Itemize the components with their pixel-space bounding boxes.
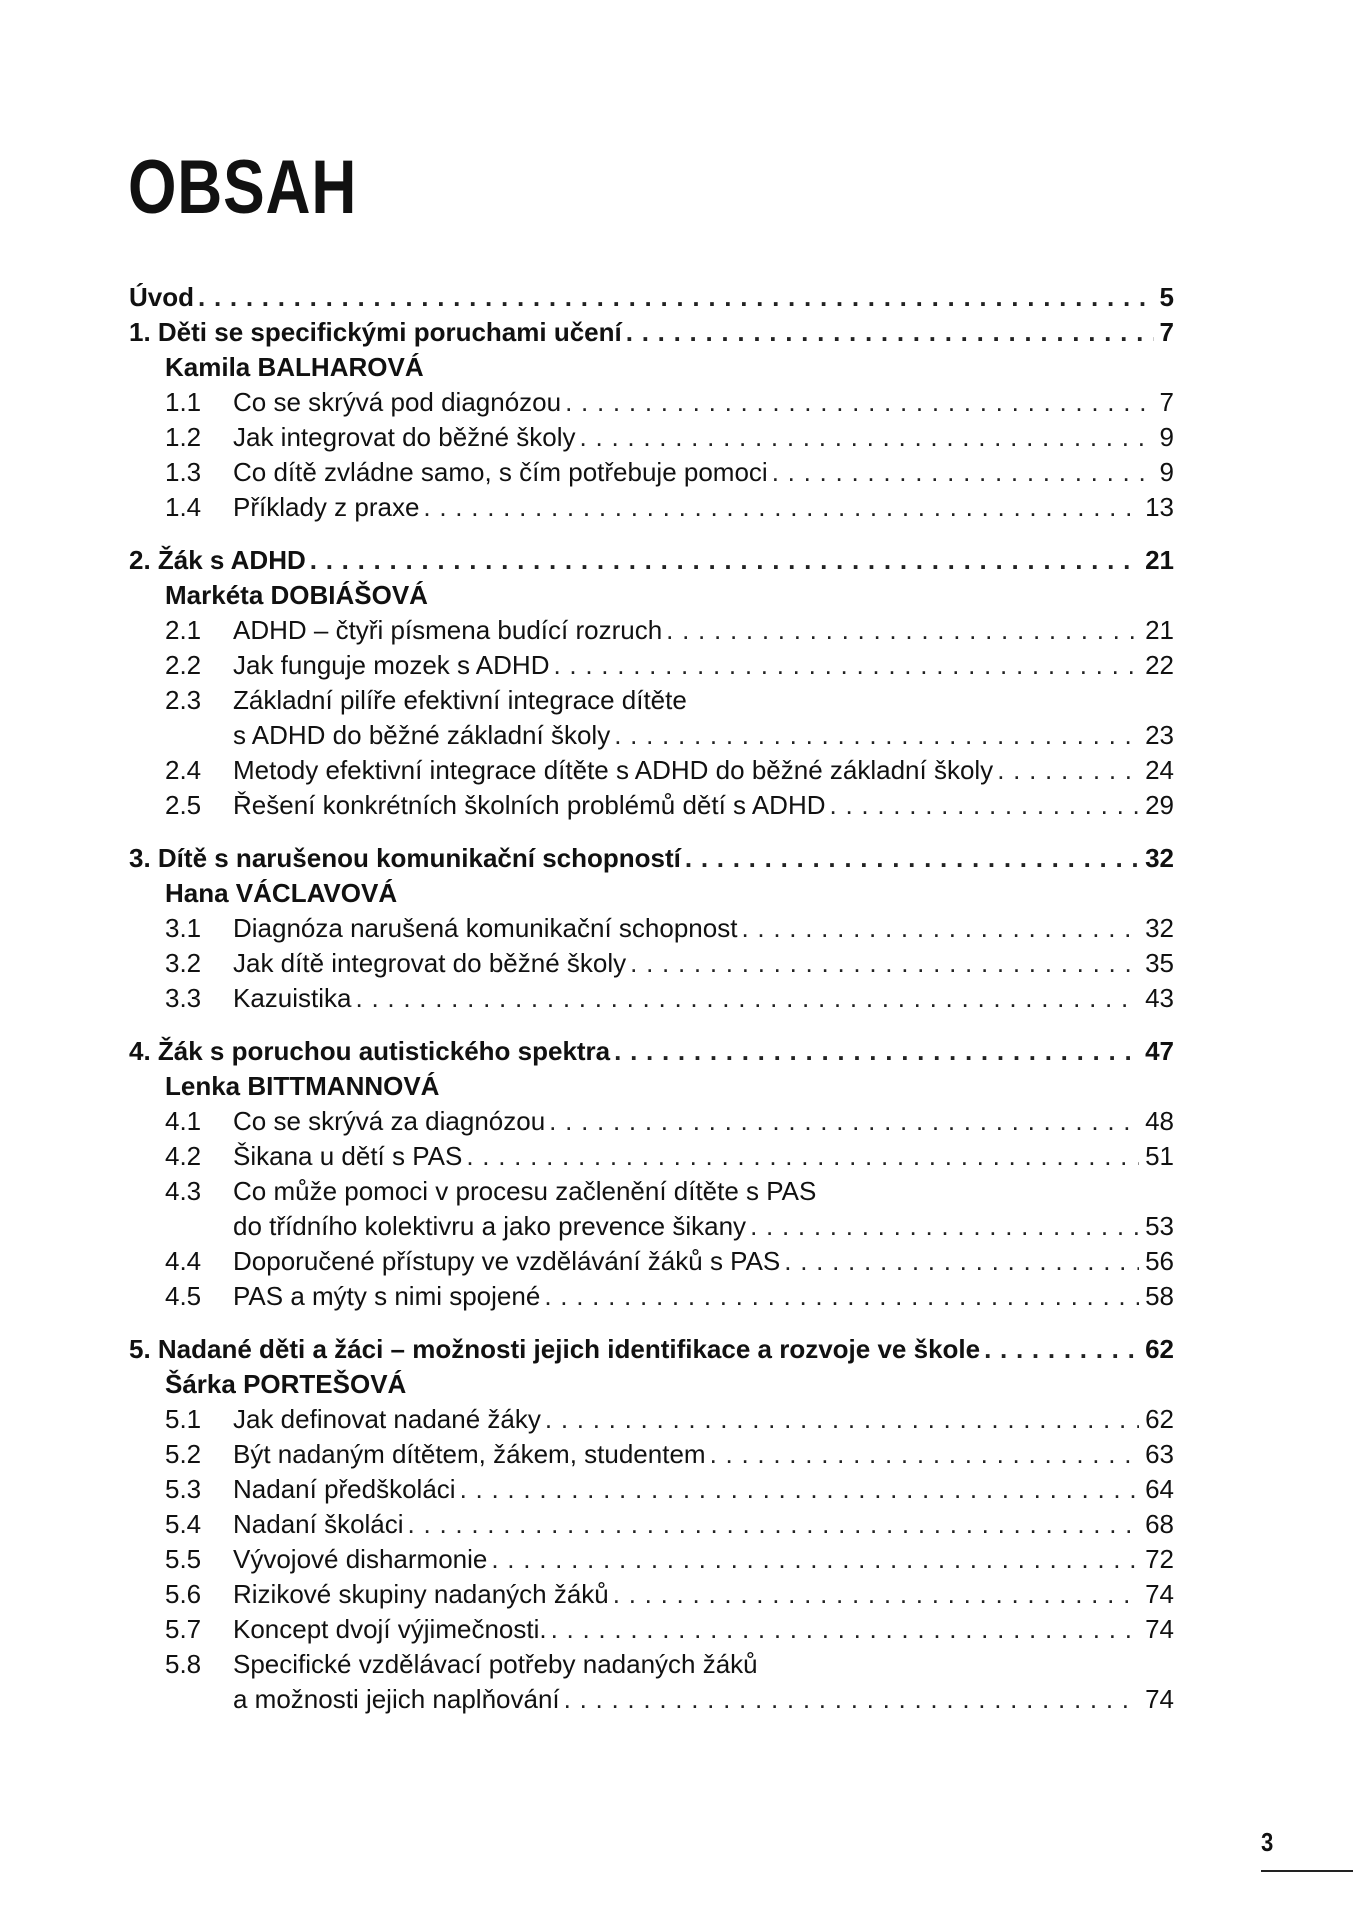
chapter-title: 1. Děti se specifickými poruchami učení — [129, 317, 622, 347]
subsection-number: 4.3 — [165, 1176, 202, 1206]
subsection-title: Řešení konkrétních školních problémů dětí s ADHD — [233, 790, 826, 820]
dot-leader — [784, 1244, 1139, 1279]
subsection-title: Jak definovat nadané žáky — [233, 1404, 541, 1434]
subsection-title: Rizikové skupiny nadaných žáků — [233, 1579, 609, 1609]
subsection-title: Nadaní školáci — [233, 1509, 404, 1539]
chapter-page-number: 5 — [1159, 282, 1174, 312]
subsection-page-number: 74 — [1145, 1684, 1174, 1714]
subsection-number: 1.2 — [165, 422, 202, 452]
toc-subsection-entry[interactable] — [129, 1542, 1174, 1577]
dot-leader — [685, 841, 1139, 876]
toc-subsection-entry[interactable] — [129, 648, 1174, 683]
toc-subsection-entry[interactable] — [129, 1139, 1174, 1174]
subsection-title: Nadaní předškoláci — [233, 1474, 456, 1504]
toc-subsection-entry[interactable] — [129, 1682, 1174, 1717]
toc-subsection-entry[interactable] — [129, 1647, 1174, 1682]
toc-section — [129, 841, 1174, 1016]
subsection-title: s ADHD do běžné základní školy — [233, 720, 611, 750]
chapter-title: 5. Nadané děti a žáci – možnosti jejich identifikace a rozvoje ve škole — [129, 1334, 981, 1364]
subsection-number: 5.8 — [165, 1649, 202, 1679]
subsection-title: Jak funguje mozek s ADHD — [233, 650, 550, 680]
subsection-title: Co se skrývá za diagnózou — [233, 1106, 546, 1136]
dot-leader — [997, 753, 1139, 788]
dot-leader — [830, 788, 1140, 823]
dot-leader — [614, 1034, 1139, 1069]
subsection-page-number: 24 — [1145, 755, 1174, 785]
author-name: Lenka BITTMANNOVÁ — [165, 1071, 440, 1101]
chapter-page-number: 62 — [1145, 1334, 1174, 1364]
toc-chapter-entry[interactable] — [129, 315, 1174, 350]
dot-leader — [460, 1472, 1140, 1507]
chapter-page-number: 32 — [1145, 843, 1174, 873]
subsection-page-number: 23 — [1145, 720, 1174, 750]
dot-leader — [750, 1209, 1139, 1244]
subsection-number: 5.3 — [165, 1474, 202, 1504]
subsection-number: 5.1 — [165, 1404, 202, 1434]
dot-leader — [580, 420, 1154, 455]
page-title: OBSAH — [128, 145, 358, 230]
dot-leader — [565, 385, 1153, 420]
dot-leader — [310, 543, 1139, 578]
subsection-title: Vývojové disharmonie — [233, 1544, 488, 1574]
subsection-title: Být nadaným dítětem, žákem, studentem — [233, 1439, 706, 1469]
subsection-title: Kazuistika — [233, 983, 352, 1013]
toc-subsection-entry[interactable] — [129, 1402, 1174, 1437]
dot-leader — [710, 1437, 1140, 1472]
subsection-number: 2.3 — [165, 685, 202, 715]
toc-chapter-entry[interactable] — [129, 841, 1174, 876]
dot-leader — [630, 946, 1139, 981]
subsection-page-number: 72 — [1145, 1544, 1174, 1574]
author-name: Kamila BALHAROVÁ — [165, 352, 424, 382]
chapter-page-number: 7 — [1159, 317, 1174, 347]
subsection-title: Specifické vzdělávací potřeby nadaných žáků — [233, 1649, 758, 1679]
subsection-number: 2.2 — [165, 650, 202, 680]
chapter-author — [129, 1069, 1174, 1104]
chapter-author — [129, 350, 1174, 385]
subsection-number: 3.1 — [165, 913, 202, 943]
subsection-page-number: 74 — [1145, 1579, 1174, 1609]
subsection-page-number: 13 — [1145, 492, 1174, 522]
subsection-number: 1.3 — [165, 457, 202, 487]
subsection-title: Šikana u dětí s PAS — [233, 1141, 463, 1171]
chapter-page-number: 47 — [1145, 1036, 1174, 1066]
toc-subsection-entry[interactable] — [129, 1104, 1174, 1139]
subsection-title: PAS a mýty s nimi spojené — [233, 1281, 541, 1311]
subsection-page-number: 51 — [1145, 1141, 1174, 1171]
subsection-number: 4.1 — [165, 1106, 202, 1136]
chapter-title: 2. Žák s ADHD — [129, 545, 306, 575]
dot-leader — [549, 1104, 1139, 1139]
toc-subsection-entry[interactable] — [129, 911, 1174, 946]
subsection-title: Co dítě zvládne samo, s čím potřebuje pomoci — [233, 457, 768, 487]
subsection-page-number: 63 — [1145, 1439, 1174, 1469]
subsection-page-number: 9 — [1159, 457, 1174, 487]
subsection-page-number: 53 — [1145, 1211, 1174, 1241]
subsection-page-number: 35 — [1145, 948, 1174, 978]
subsection-number: 4.4 — [165, 1246, 202, 1276]
toc-section — [129, 315, 1174, 525]
dot-leader — [613, 1577, 1139, 1612]
subsection-number: 5.5 — [165, 1544, 202, 1574]
dot-leader — [772, 455, 1154, 490]
toc-subsection-entry[interactable] — [129, 946, 1174, 981]
dot-leader — [984, 1332, 1139, 1367]
subsection-number: 5.7 — [165, 1614, 202, 1644]
subsection-title: do třídního kolektivru a jako prevence šikany — [233, 1211, 747, 1241]
subsection-page-number: 58 — [1145, 1281, 1174, 1311]
toc-subsection-entry[interactable] — [129, 1244, 1174, 1279]
toc-section — [129, 1332, 1174, 1717]
subsection-title: a možnosti jejich naplňování — [233, 1684, 560, 1714]
toc-chapter-entry[interactable] — [129, 543, 1174, 578]
subsection-title: Co se skrývá pod diagnózou — [233, 387, 562, 417]
table-of-contents — [129, 280, 1174, 1735]
toc-subsection-entry[interactable] — [129, 1472, 1174, 1507]
toc-subsection-entry[interactable] — [129, 1209, 1174, 1244]
dot-leader — [491, 1542, 1139, 1577]
subsection-page-number: 21 — [1145, 615, 1174, 645]
subsection-title: Co může pomoci v procesu začlenění dítěte s PAS — [233, 1176, 817, 1206]
toc-chapter-entry[interactable] — [129, 1332, 1174, 1367]
dot-leader — [466, 1139, 1139, 1174]
toc-section — [129, 280, 1174, 315]
subsection-page-number: 22 — [1145, 650, 1174, 680]
subsection-page-number: 64 — [1145, 1474, 1174, 1504]
subsection-number: 5.2 — [165, 1439, 202, 1469]
subsection-title: Metody efektivní integrace dítěte s ADHD do běžné základní školy — [233, 755, 994, 785]
toc-subsection-entry[interactable] — [129, 1279, 1174, 1314]
dot-leader — [545, 1402, 1139, 1437]
toc-chapter-entry[interactable] — [129, 1034, 1174, 1069]
subsection-number: 5.6 — [165, 1579, 202, 1609]
dot-leader — [408, 1507, 1140, 1542]
toc-subsection-entry[interactable] — [129, 788, 1174, 823]
subsection-title: Základní pilíře efektivní integrace dítěte — [233, 685, 687, 715]
dot-leader — [198, 280, 1154, 315]
subsection-title: Příklady z praxe — [233, 492, 420, 522]
dot-leader — [741, 911, 1139, 946]
subsection-number: 4.2 — [165, 1141, 202, 1171]
chapter-page-number: 21 — [1145, 545, 1174, 575]
dot-leader — [564, 1682, 1139, 1717]
toc-subsection-entry[interactable] — [129, 718, 1174, 753]
subsection-page-number: 74 — [1145, 1614, 1174, 1644]
dot-leader — [553, 648, 1139, 683]
subsection-number: 1.4 — [165, 492, 202, 522]
dot-leader — [626, 315, 1154, 350]
subsection-title: Koncept dvojí výjimečnosti. — [233, 1614, 547, 1644]
toc-subsection-entry[interactable] — [129, 613, 1174, 648]
toc-subsection-entry[interactable] — [129, 1577, 1174, 1612]
toc-subsection-entry[interactable] — [129, 753, 1174, 788]
subsection-title: Jak integrovat do běžné školy — [233, 422, 576, 452]
toc-subsection-entry[interactable] — [129, 455, 1174, 490]
toc-subsection-entry[interactable] — [129, 1174, 1174, 1209]
chapter-title: 3. Dítě s narušenou komunikační schopností — [129, 843, 681, 873]
toc-section — [129, 1034, 1174, 1314]
subsection-number: 4.5 — [165, 1281, 202, 1311]
author-name: Hana VÁCLAVOVÁ — [165, 878, 398, 908]
subsection-page-number: 56 — [1145, 1246, 1174, 1276]
chapter-title: Úvod — [129, 282, 194, 312]
toc-subsection-entry[interactable] — [129, 1437, 1174, 1472]
subsection-title: Diagnóza narušená komunikační schopnost — [233, 913, 738, 943]
chapter-author — [129, 1367, 1174, 1402]
toc-subsection-entry[interactable] — [129, 683, 1174, 718]
subsection-number: 2.5 — [165, 790, 202, 820]
subsection-page-number: 9 — [1159, 422, 1174, 452]
chapter-author — [129, 876, 1174, 911]
subsection-page-number: 29 — [1145, 790, 1174, 820]
toc-subsection-entry[interactable] — [129, 385, 1174, 420]
dot-leader — [614, 718, 1139, 753]
toc-subsection-entry[interactable] — [129, 1507, 1174, 1542]
author-name: Šárka PORTEŠOVÁ — [165, 1369, 407, 1399]
toc-subsection-entry[interactable] — [129, 490, 1174, 525]
chapter-title: 4. Žák s poruchou autistického spektra — [129, 1036, 611, 1066]
subsection-number: 5.4 — [165, 1509, 202, 1539]
chapter-author — [129, 578, 1174, 613]
toc-subsection-entry[interactable] — [129, 1612, 1174, 1647]
toc-subsection-entry[interactable] — [129, 420, 1174, 455]
subsection-title: Doporučené přístupy ve vzdělávání žáků s PAS — [233, 1246, 781, 1276]
subsection-page-number: 32 — [1145, 913, 1174, 943]
dot-leader — [551, 1612, 1139, 1647]
author-name: Markéta DOBIÁŠOVÁ — [165, 580, 428, 610]
subsection-page-number: 48 — [1145, 1106, 1174, 1136]
toc-chapter-entry[interactable] — [129, 280, 1174, 315]
page-number: 3 — [1261, 1827, 1274, 1857]
subsection-number: 3.3 — [165, 983, 202, 1013]
subsection-number: 2.4 — [165, 755, 202, 785]
toc-section — [129, 543, 1174, 823]
dot-leader — [666, 613, 1139, 648]
subsection-page-number: 43 — [1145, 983, 1174, 1013]
dot-leader — [356, 981, 1140, 1016]
footer-rule — [1261, 1870, 1353, 1872]
subsection-number: 1.1 — [165, 387, 202, 417]
subsection-title: ADHD – čtyři písmena budící rozruch — [233, 615, 663, 645]
subsection-number: 3.2 — [165, 948, 202, 978]
subsection-number: 2.1 — [165, 615, 202, 645]
subsection-title: Jak dítě integrovat do běžné školy — [233, 948, 627, 978]
subsection-page-number: 7 — [1159, 387, 1174, 417]
subsection-page-number: 68 — [1145, 1509, 1174, 1539]
subsection-page-number: 62 — [1145, 1404, 1174, 1434]
dot-leader — [544, 1279, 1139, 1314]
toc-subsection-entry[interactable] — [129, 981, 1174, 1016]
dot-leader — [423, 490, 1139, 525]
